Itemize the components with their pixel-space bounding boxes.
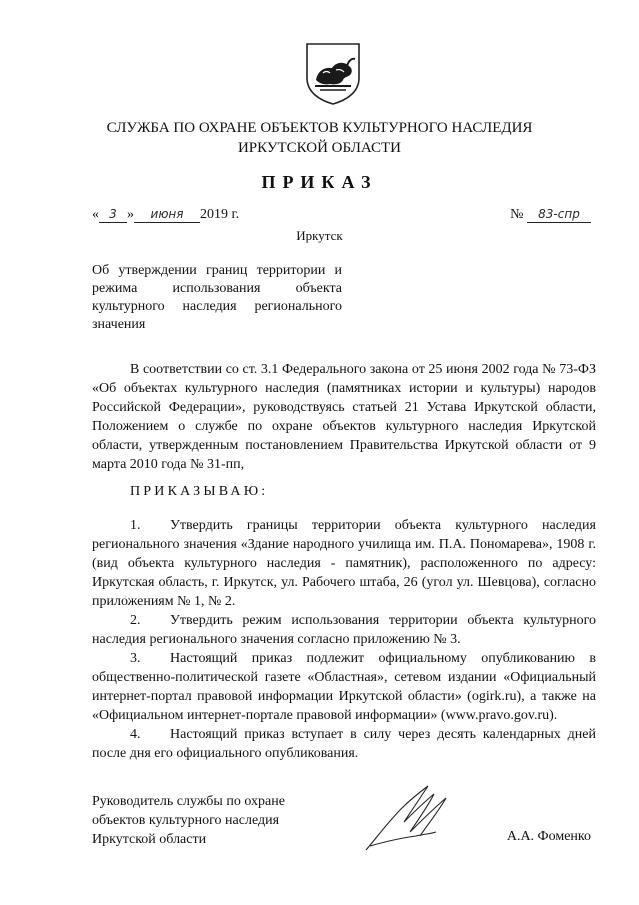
- handwritten-signature: [358, 778, 468, 858]
- organization-name-line-2: ИРКУТСКОЙ ОБЛАСТИ: [237, 140, 402, 156]
- order-items: [92, 516, 596, 763]
- handwritten-month: июня: [134, 207, 200, 223]
- order-date: [92, 207, 239, 223]
- document-type-title: ПРИКАЗ: [261, 172, 378, 192]
- item-number: 3.: [130, 651, 141, 666]
- order-item: [92, 516, 596, 611]
- preamble-paragraph: В соответствии со ст. 3.1 Федерального закона от 25 июня 2002 года № 73-ФЗ «Об объектах культурного наследия (памятниках истории и культуры) народов Российской Федерации», руководствуясь статьей 21 Устава Иркутской области, Положением о службе по охране объектов культурного наследия Иркутской области, утвержденным постановлением Правительства Иркутской области от 9 марта 2010 года № 31-пп,: [92, 362, 596, 472]
- city: Иркутск: [296, 228, 343, 243]
- order-subject: Об утверждении границ территории и режима использования объекта культурного наследия регионального значения: [92, 263, 342, 332]
- item-text: Утвердить границы территории объекта культурного наследия регионального значения «Здание народного училища им. П.А. Пономарева», 1908 г. (вид объекта культурного наследия - памятник), расположенного по адресу: Иркутская область, г. Иркутск, ул. Рабочего штаба, 26 (угол ул. Шевцова), согласно приложениям № 1, № 2.: [92, 518, 596, 609]
- order-item: [92, 649, 596, 725]
- signatory-position: [92, 792, 285, 849]
- item-text: Утвердить режим использования территории объекта культурного наследия регионального значения согласно приложению № 3.: [92, 613, 596, 647]
- handwritten-number: 83-спр: [527, 207, 591, 223]
- date-close-quote: »: [127, 207, 134, 222]
- organization-name-line-1: СЛУЖБА ПО ОХРАНЕ ОБЪЕКТОВ КУЛЬТУРНОГО НАСЛЕДИЯ: [106, 120, 533, 136]
- signatory-position-line-2: объектов культурного наследия: [92, 813, 280, 828]
- signatory-position-line-3: Иркутской области: [92, 832, 207, 847]
- coat-of-arms-emblem: [303, 40, 363, 106]
- item-number: 4.: [130, 727, 141, 742]
- order-item: [92, 725, 596, 763]
- date-year: 2019 г.: [200, 207, 240, 222]
- item-number: 2.: [130, 613, 141, 628]
- order-keyword: ПРИКАЗЫВАЮ:: [130, 484, 269, 499]
- signatory-name: А.А. Фоменко: [506, 829, 591, 844]
- item-number: 1.: [130, 518, 141, 533]
- order-item: [92, 611, 596, 649]
- signatory-position-line-1: Руководитель службы по охране: [92, 794, 285, 809]
- item-text: Настоящий приказ подлежит официальному опубликованию в общественно-политической газете «Областная», сетевом издании «Официальный интернет-портал правовой информации Иркутской области» (ogirk.ru), а также на «Официальном интернет-портале правовой информации» (www.pravo.gov.ru).: [92, 651, 596, 723]
- handwritten-day: 3: [99, 207, 127, 223]
- organization-name: [0, 118, 639, 158]
- date-open-quote: «: [92, 207, 99, 222]
- number-prefix: №: [510, 207, 524, 222]
- item-text: Настоящий приказ вступает в силу через десять календарных дней после дня его официального опубликования.: [92, 727, 596, 761]
- order-number: [510, 207, 591, 223]
